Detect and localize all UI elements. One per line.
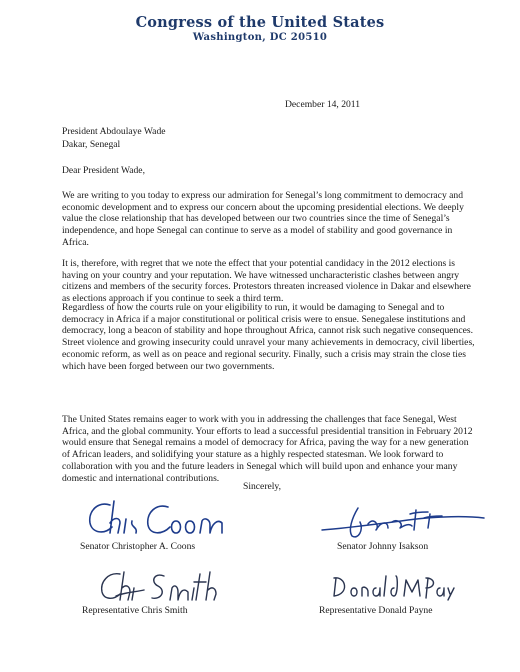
letterhead-subtitle: Washington, DC 20510	[192, 32, 328, 43]
signatory-name-coons: Senator Christopher A. Coons	[80, 541, 196, 552]
paragraph-2: It is, therefore, with regret that we note the effect that your potential candidacy in the 2012 elections is having on your country and your reputation. We have witnessed uncharacteristic clashes between angry citizens and members of the security forces. Protestors threaten increased violence in Dakar and elsewhere as elections approach if you continue to seek a third term.	[62, 258, 471, 305]
signature-isakson	[318, 500, 488, 544]
letterhead-title: Congress of the United States	[135, 14, 385, 31]
salutation: Dear President Wade,	[62, 165, 145, 176]
paragraph-4: The United States remains eager to work with you in addressing the challenges that face Senegal, West Africa, and the global community. Your efforts to lead a successful presidential transition in February 2012 would ensure that Senegal remains a model of democracy for Africa, paving the way for a new generation of African leaders, and solidifying your stature as a highly respected statesman. We look forward to collaboration with you and the future leaders in Senegal which will build upon and enhance your many domestic and international contributions.	[62, 414, 473, 484]
signatory-name-payne: Representative Donald Payne	[319, 605, 433, 616]
recipient-address	[62, 126, 166, 151]
paragraph-1: We are writing to you today to express our admiration for Senegal’s long commitment to democracy and economic development and to express our concern about the upcoming presidential elections. We deeply value the close relationship that has developed between our two countries since the time of Senegal’s independence, and hope Senegal can continue to serve as a model of stability and good governance in Africa.	[62, 190, 464, 248]
letter-date: December 14, 2011	[285, 99, 361, 110]
signature-payne	[330, 572, 460, 602]
signature-coons	[80, 493, 240, 541]
recipient-location: Dakar, Senegal	[62, 138, 121, 150]
paragraph-3: Regardless of how the courts rule on your eligibility to run, it would be damaging to Senegal and to democracy in Africa if a major constitutional or political crisis were to ensue. Senegalese institutions and democracy, long a beacon of stability and hope throughout Africa, cannot risk such negative consequences. Street violence and growing insecurity could unravel your many achievements in democracy, civil liberties, economic reform, as well as on peace and regional security. Finally, such a crisis may strain the close ties which have been forged between our two governments.	[62, 302, 475, 372]
signatory-name-isakson: Senator Johnny Isakson	[337, 541, 429, 552]
signature-smith	[96, 566, 226, 606]
signatory-name-smith: Representative Chris Smith	[82, 605, 188, 616]
letterhead	[0, 14, 520, 43]
recipient-name: President Abdoulaye Wade	[62, 126, 166, 137]
closing: Sincerely,	[243, 481, 282, 492]
